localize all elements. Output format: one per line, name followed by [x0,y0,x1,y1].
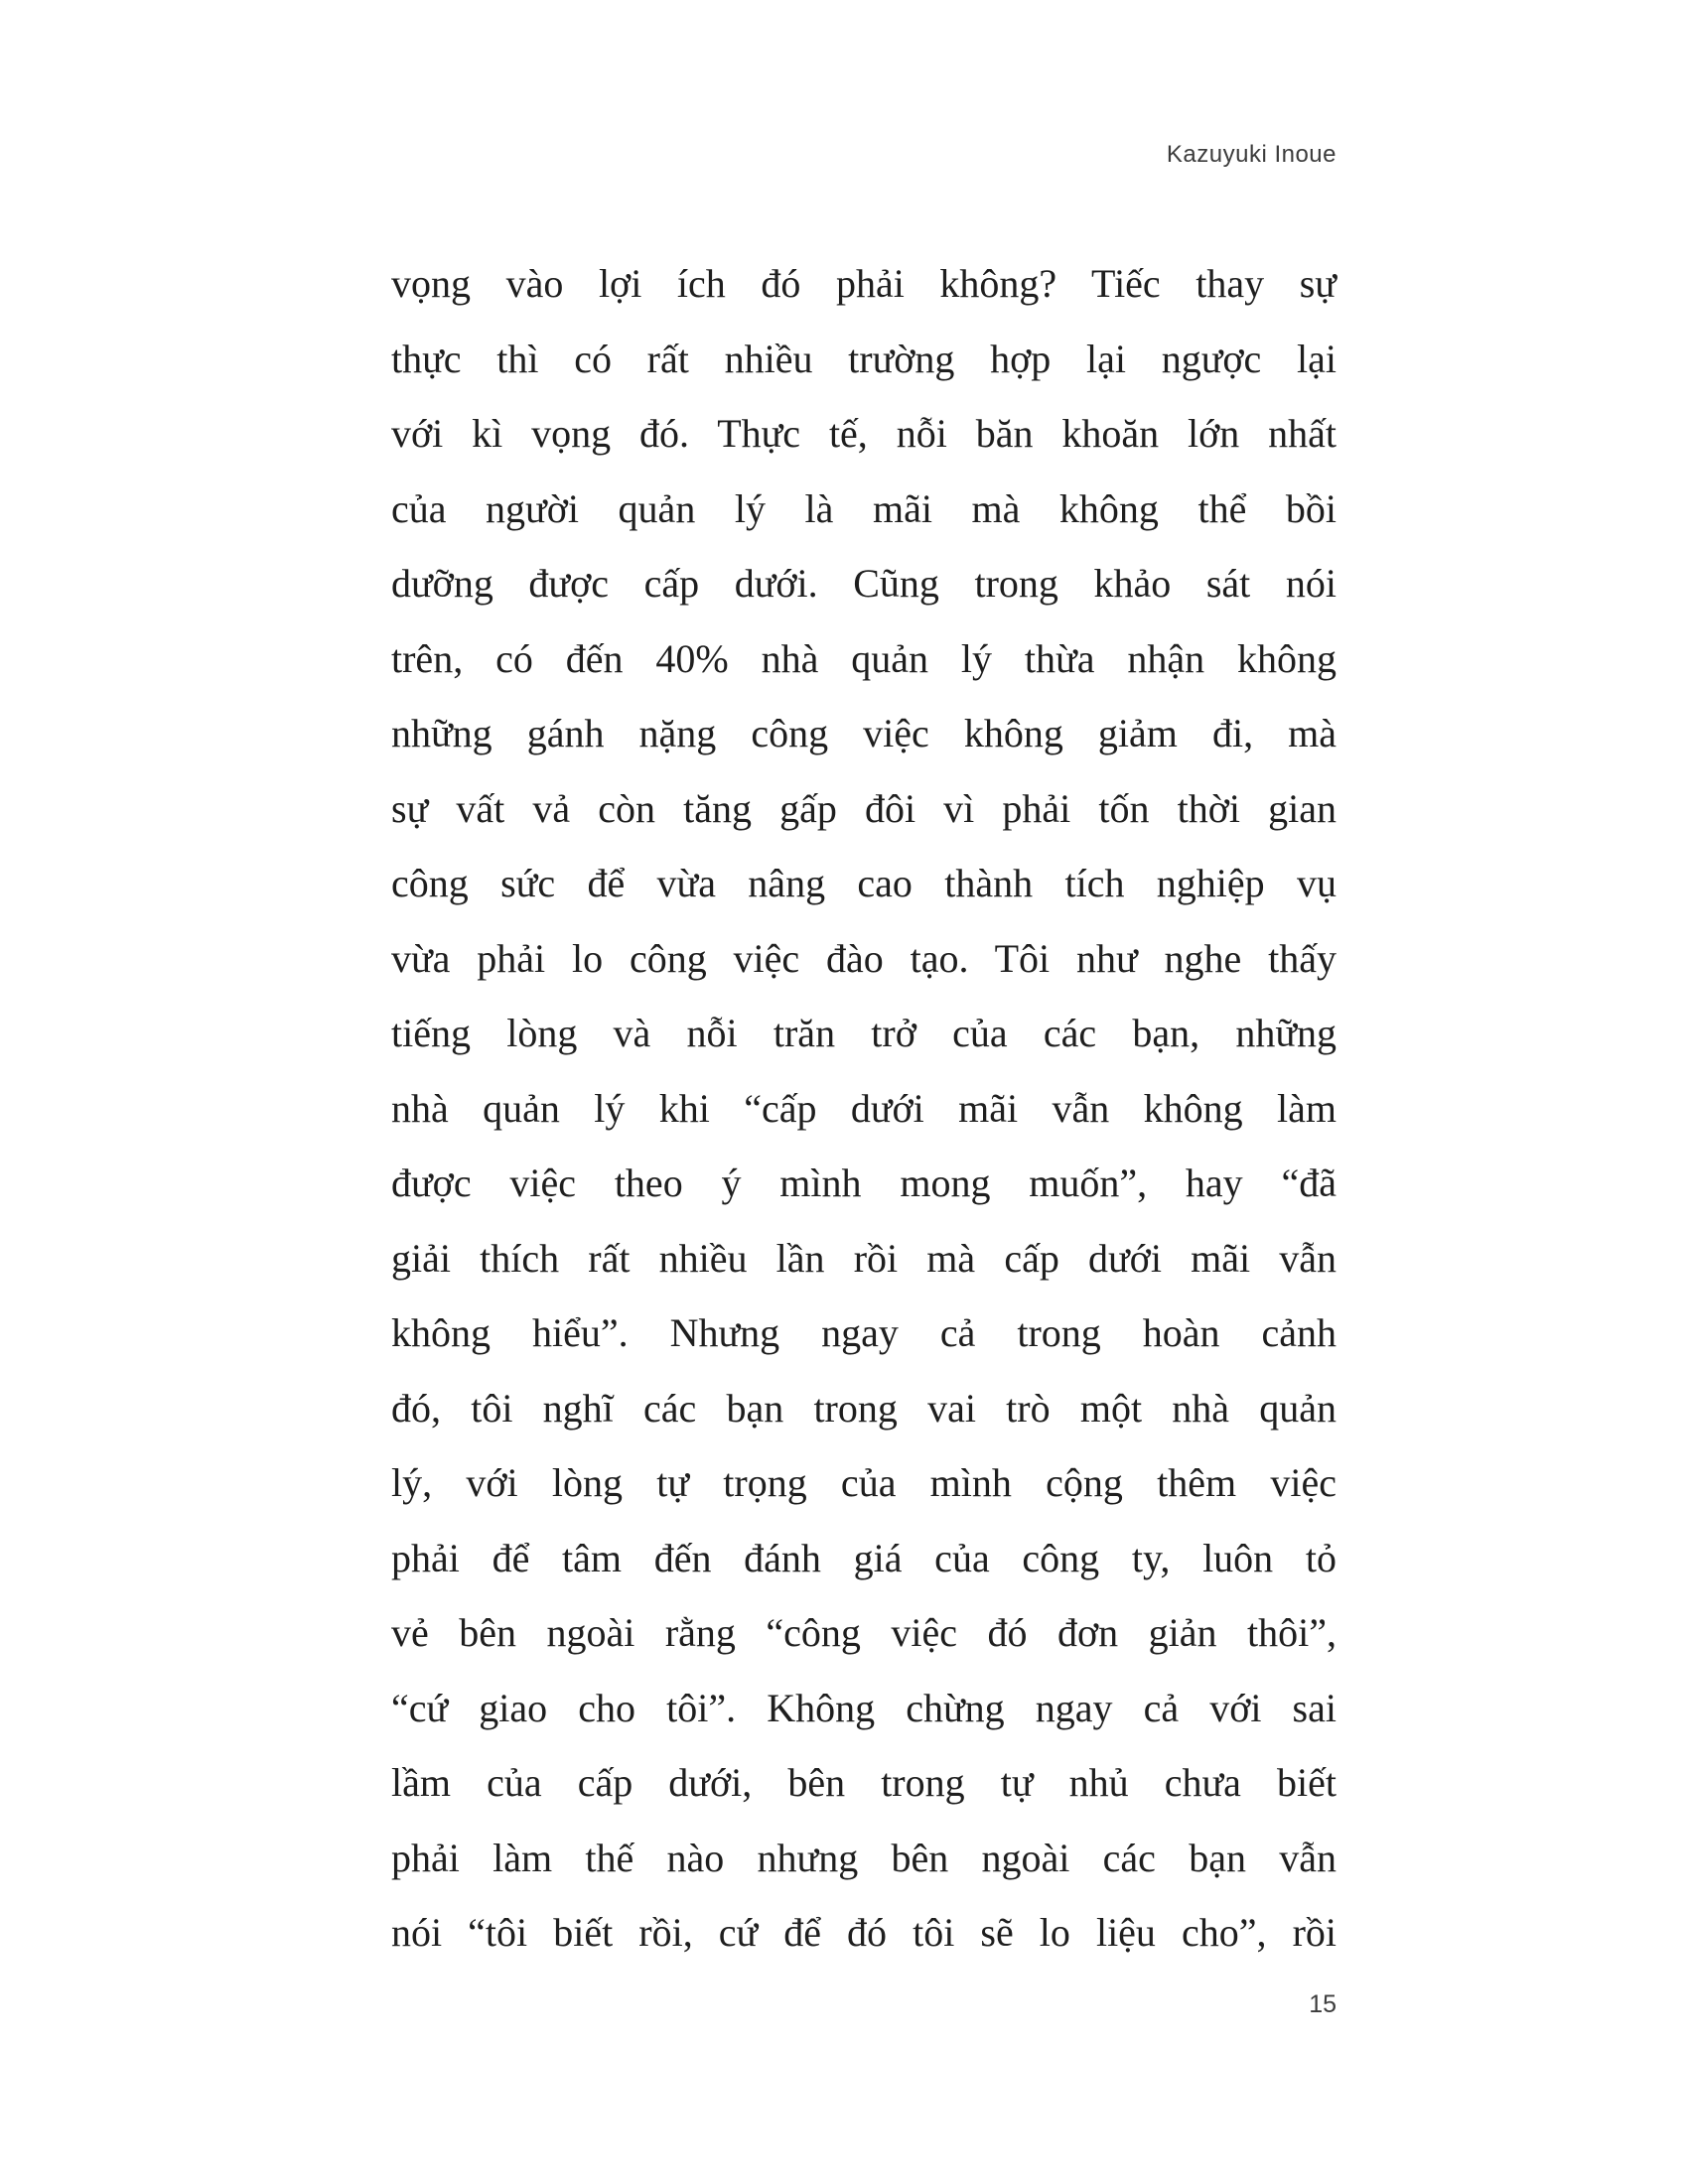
text-line: không hiểu”. Nhưng ngay cả trong hoàn cảnh [391,1310,1336,1355]
text-line: với kì vọng đó. Thực tế, nỗi băn khoăn lớn nhất [391,411,1336,456]
text-line: nhà quản lý khi “cấp dưới mãi vẫn không làm [391,1085,1336,1131]
text-line: vọng vào lợi ích đó phải không? Tiếc thay sự [391,261,1336,306]
text-line: được việc theo ý mình mong muốn”, hay “đã [391,1160,1336,1205]
text-line: nói “tôi biết rồi, cứ để đó tôi sẽ lo liệu cho”, rồi [391,1910,1336,1955]
text-line: dưỡng được cấp dưới. Cũng trong khảo sát nói [391,561,1336,606]
text-line: giải thích rất nhiều lần rồi mà cấp dưới mãi vẫn [391,1235,1336,1281]
text-line: vừa phải lo công việc đào tạo. Tôi như nghe thấy [391,935,1336,981]
body-paragraph [391,246,1336,1971]
running-header: Kazuyuki Inoue [1166,141,1336,168]
text-line: lầm của cấp dưới, bên trong tự nhủ chưa biết [391,1760,1336,1805]
text-line: lý, với lòng tự trọng của mình cộng thêm việc [391,1460,1336,1505]
text-line: vẻ bên ngoài rằng “công việc đó đơn giản thôi”, [391,1610,1336,1655]
text-line: những gánh nặng công việc không giảm đi, mà [391,711,1336,755]
text-line: của người quản lý là mãi mà không thể bồi [391,485,1336,531]
text-line: phải làm thế nào nhưng bên ngoài các bạn vẫn [391,1835,1336,1880]
text-line: sự vất vả còn tăng gấp đôi vì phải tốn thời gian [391,785,1336,831]
text-line: công sức để vừa nâng cao thành tích nghiệp vụ [391,861,1336,905]
text-line: tiếng lòng và nỗi trăn trở của các bạn, những [391,1011,1336,1055]
page-number: 15 [1309,1990,1336,2018]
text-line: đó, tôi nghĩ các bạn trong vai trò một nhà quản [391,1385,1336,1431]
text-line: thực thì có rất nhiều trường hợp lại ngược lại [391,336,1336,381]
text-line: “cứ giao cho tôi”. Không chừng ngay cả với sai [391,1685,1336,1730]
text-line: trên, có đến 40% nhà quản lý thừa nhận không [391,635,1336,681]
text-line: phải để tâm đến đánh giá của công ty, luôn tỏ [391,1535,1336,1580]
